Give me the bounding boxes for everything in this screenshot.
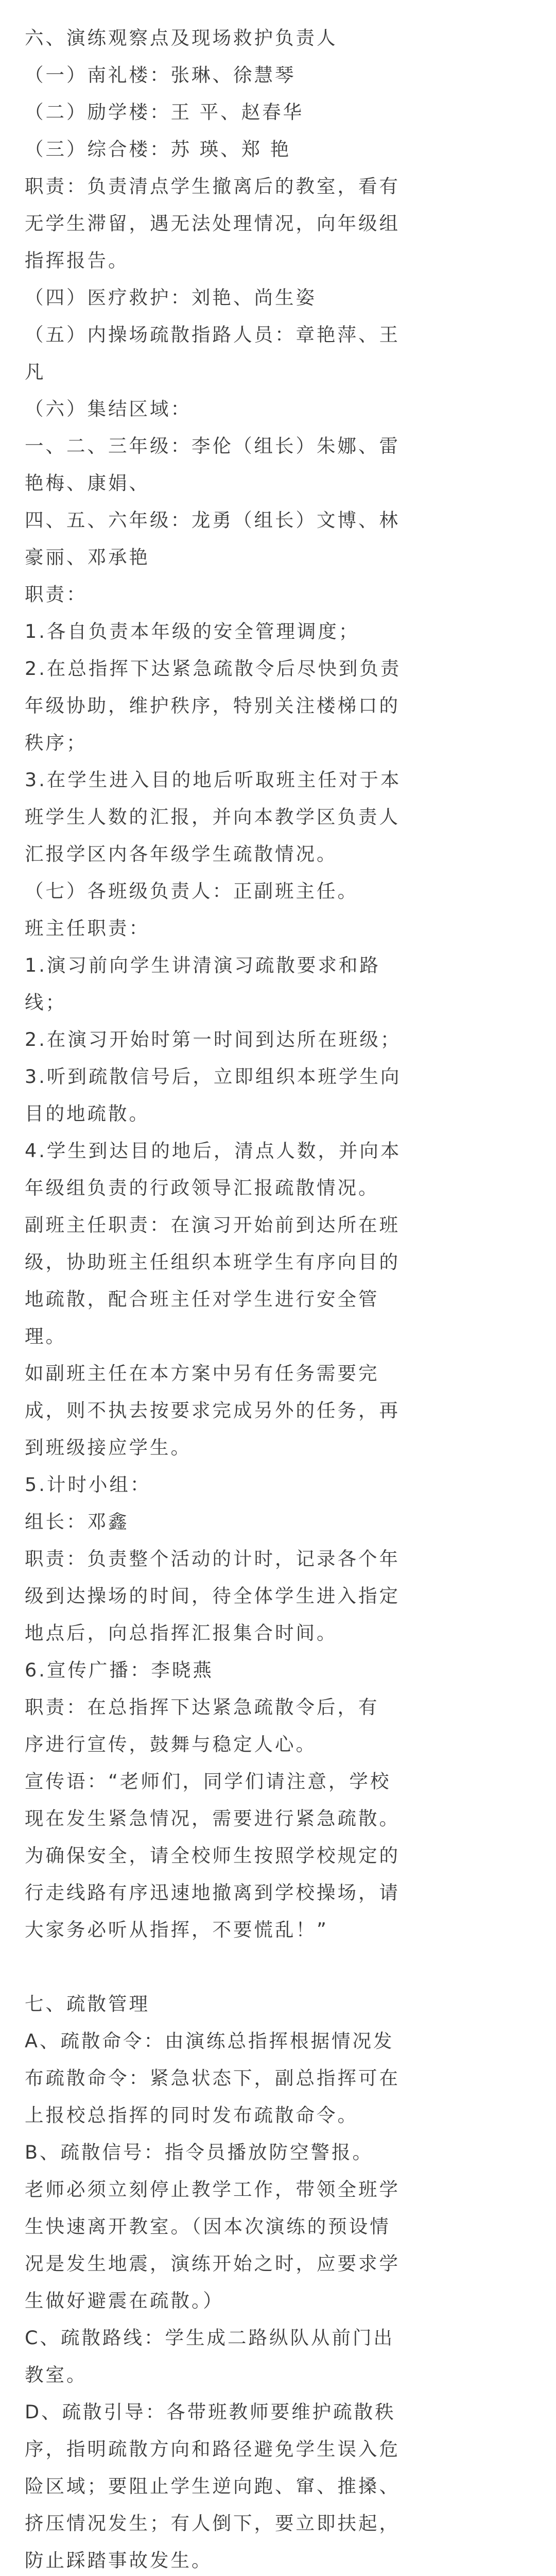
- text-line: 2.在总指挥下达紧急疏散令后尽快到负责: [25, 657, 402, 680]
- text-line: B、疏散信号：指令员播放防空警报。: [25, 2141, 374, 2163]
- text-line: 教室。: [25, 2364, 88, 2386]
- text-line: 级，协助班主任组织本班学生有序向目的: [25, 1251, 400, 1273]
- text-line: 职责：负责整个活动的计时，记录各个年: [25, 1548, 400, 1570]
- text-line: 挤压情况发生；有人倒下，要立即扶起，: [25, 2512, 400, 2534]
- text-line: C、疏散路线：学生成二路纵队从前门出: [25, 2327, 394, 2349]
- text-line: 七、疏散管理: [25, 1993, 150, 2015]
- text-line: 况是发生地震，演练开始之时，应要求学: [25, 2252, 400, 2275]
- text-line: 四、五、六年级：龙勇（组长）文博、林: [25, 509, 400, 531]
- text-line: （五）内操场疏散指路人员：章艳萍、王: [25, 324, 400, 346]
- text-line: （一）南礼楼：张琳、徐慧琴: [25, 64, 296, 86]
- text-line: 职责：负责清点学生撤离后的教室，看有: [25, 175, 400, 197]
- text-line: 为确保安全，请全校师生按照学校规定的: [25, 1844, 400, 1867]
- text-line: 副班主任职责：在演习开始前到达所在班: [25, 1214, 400, 1236]
- text-line: 3.在学生进入目的地后听取班主任对于本: [25, 769, 402, 791]
- text-line: 布疏散命令：紧急状态下，副总指挥可在: [25, 2067, 400, 2089]
- text-line: 6.宣传广播：李晓燕: [25, 1659, 214, 1681]
- text-line: （六）集结区域：: [25, 398, 192, 420]
- text-line: 指挥报告。: [25, 249, 129, 272]
- text-line: 老师必须立刻停止教学工作，带领全班学: [25, 2178, 400, 2200]
- text-line: 艳梅、康娟、: [25, 472, 150, 494]
- text-line: A、疏散命令：由演练总指挥根据情况发: [25, 2030, 394, 2052]
- text-line: 现在发生紧急情况，需要进行紧急疏散。: [25, 1807, 400, 1829]
- text-line: 线；: [25, 991, 66, 1013]
- text-line: 职责：: [25, 583, 88, 605]
- text-line: 大家务必听从指挥，不要慌乱！”: [25, 1919, 328, 1941]
- text-line: 宣传语：“老师们，同学们请注意，学校: [25, 1770, 391, 1792]
- text-line: 秩序；: [25, 732, 88, 754]
- text-line: 理。: [25, 1325, 66, 1347]
- text-line: 成，则不执去按要求完成另外的任务，再: [25, 1399, 400, 1421]
- text-line: 险区域；要阻止学生逆向跑、窜、推搡、: [25, 2475, 400, 2497]
- text-line: 一、二、三年级：李伦（组长）朱娜、雷: [25, 435, 400, 457]
- text-line: 地疏散，配合班主任对学生进行安全管: [25, 1288, 379, 1310]
- text-line: 汇报学区内各年级学生疏散情况。: [25, 843, 338, 865]
- text-line: 地点后，向总指挥汇报集合时间。: [25, 1622, 338, 1644]
- text-line: 2.在演习开始时第一时间到达所在班级；: [25, 1028, 402, 1050]
- text-line: 级到达操场的时间，待全体学生进入指定: [25, 1585, 400, 1607]
- text-line: 班主任职责：: [25, 917, 150, 939]
- text-line: 序进行宣传，鼓舞与稳定人心。: [25, 1733, 317, 1755]
- text-line: 职责：在总指挥下达紧急疏散令后，有: [25, 1696, 379, 1718]
- text-line: 到班级接应学生。: [25, 1436, 192, 1459]
- text-line: 行走线路有序迅速地撤离到学校操场，请: [25, 1882, 400, 1904]
- text-line: 无学生滞留，遇无法处理情况，向年级组: [25, 212, 400, 234]
- text-line: 目的地疏散。: [25, 1103, 150, 1125]
- text-line: 序，指明疏散方向和路径避免学生误入危: [25, 2438, 400, 2460]
- text-line: 5.计时小组：: [25, 1473, 151, 1496]
- text-line: 生做好避震在疏散。）: [25, 2290, 224, 2312]
- text-line: 1.演习前向学生讲清演习疏散要求和路: [25, 954, 380, 976]
- text-line: 1.各自负责本年级的安全管理调度；: [25, 620, 360, 642]
- text-line: （三）综合楼：苏 瑛、郑 艳: [25, 138, 291, 160]
- text-line: D、疏散引导：各带班教师要维护疏散秩: [25, 2401, 396, 2423]
- text-line: 生快速离开教室。（因本次演练的预设情: [25, 2215, 391, 2238]
- text-line: 凡: [25, 361, 46, 383]
- text-line: （二）励学楼：王 平、赵春华: [25, 101, 304, 123]
- text-line: 组长：邓鑫: [25, 1511, 129, 1533]
- text-line: 年级组负责的行政领导汇报疏散情况。: [25, 1177, 379, 1199]
- text-line: 班学生人数的汇报，并向本教学区负责人: [25, 806, 400, 828]
- text-line: 六、演练观察点及现场救护负责人: [25, 27, 338, 49]
- text-line: 防止踩踏事故发生。: [25, 2549, 213, 2571]
- blank-line: [25, 1948, 531, 1986]
- text-line: 4.学生到达目的地后，清点人数，并向本: [25, 1140, 402, 1162]
- text-line: 年级协助，维护秩序，特别关注楼梯口的: [25, 694, 400, 717]
- text-line: 3.听到疏散信号后，立即组织本班学生向: [25, 1065, 402, 1088]
- text-line: 上报校总指挥的同时发布疏散命令。: [25, 2104, 358, 2126]
- text-line: （四）医疗救护：刘艳、尚生姿: [25, 286, 317, 309]
- text-line: 豪丽、邓承艳: [25, 546, 150, 568]
- text-line: （七）各班级负责人：正副班主任。: [25, 880, 358, 902]
- text-line: 如副班主任在本方案中另有任务需要完: [25, 1362, 379, 1384]
